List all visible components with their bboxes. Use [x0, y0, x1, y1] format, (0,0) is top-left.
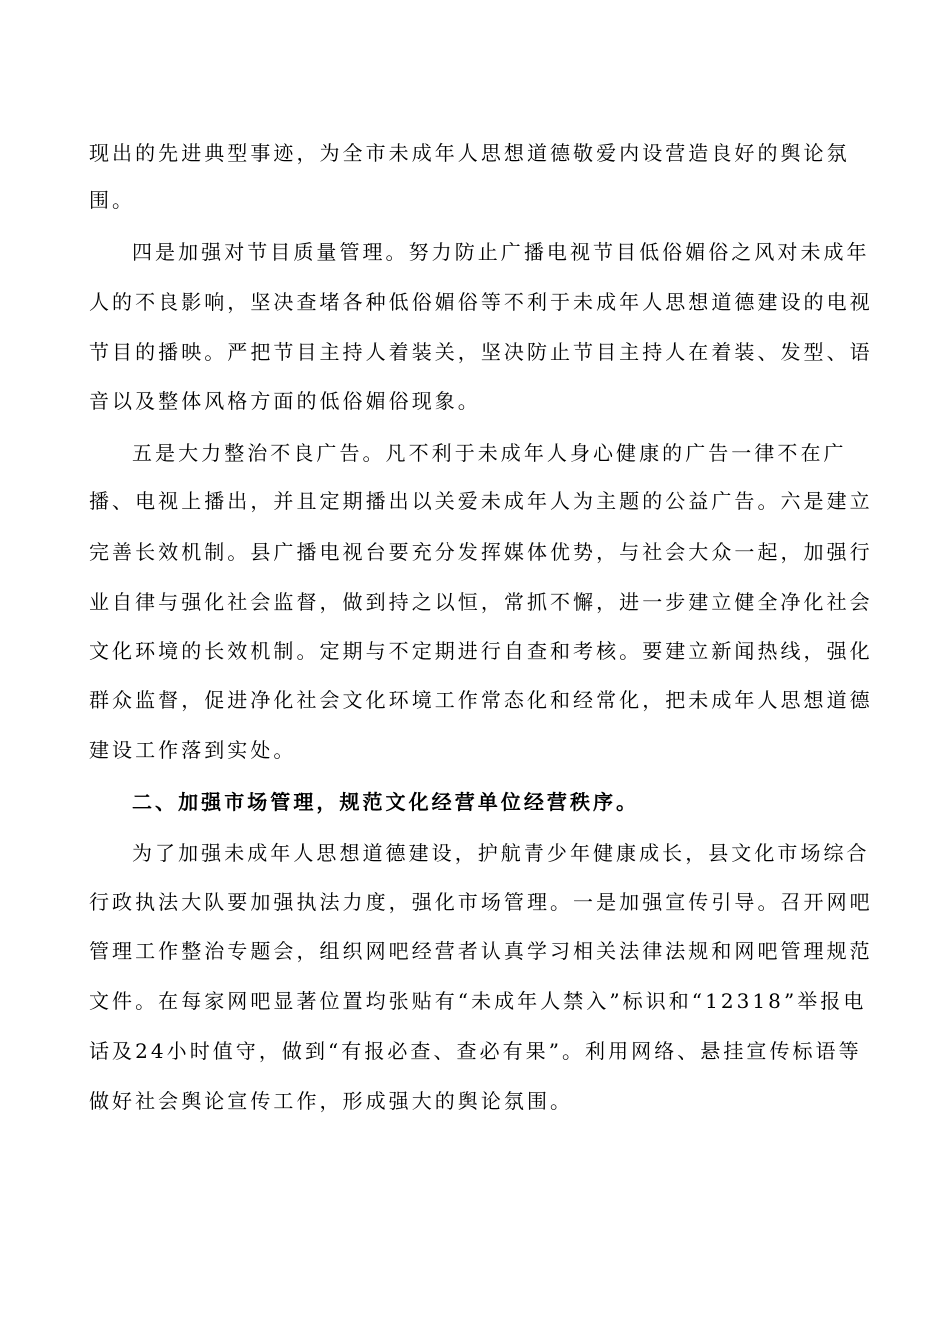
body-line: 文件。在每家网吧显著位置均张贴有“未成年人禁入”标识和“12318”举报电 — [89, 989, 867, 1013]
body-line: 文化环境的长效机制。定期与不定期进行自查和考核。要建立新闻热线，强化 — [89, 639, 873, 663]
body-line: 完善长效机制。县广播电视台要充分发挥媒体优势，与社会大众一起，加强行 — [89, 540, 873, 564]
body-line: 人的不良影响，坚决查堵各种低俗媚俗等不利于未成年人思想道德建设的电视 — [89, 290, 873, 314]
body-line: 现出的先进典型事迹，为全市未成年人思想道德敬爱内设营造良好的舆论氛 — [89, 141, 850, 165]
body-line: 播、电视上播出，并且定期播出以关爱未成年人为主题的公益广告。六是建立 — [89, 489, 873, 513]
paragraph-line: 五是大力整治不良广告。凡不利于未成年人身心健康的广告一律不在广 — [132, 441, 847, 465]
body-line: 音以及整体风格方面的低俗媚俗现象。 — [89, 389, 481, 413]
section-heading: 二、加强市场管理，规范文化经营单位经营秩序。 — [132, 790, 640, 814]
body-line: 围。 — [89, 188, 136, 212]
body-line: 行政执法大队要加强执法力度，强化市场管理。一是加强宣传引导。召开网吧 — [89, 890, 873, 914]
body-line: 建设工作落到实处。 — [89, 738, 297, 762]
body-line: 业自律与强化社会监督，做到持之以恒，常抓不懈，进一步建立健全净化社会 — [89, 590, 873, 614]
body-line: 管理工作整治专题会，组织网吧经营者认真学习相关法律法规和网吧管理规范 — [89, 939, 873, 963]
body-line: 节目的播映。严把节目主持人着装关，坚决防止节目主持人在着装、发型、语 — [89, 340, 873, 364]
body-line: 群众监督，促进净化社会文化环境工作常态化和经常化，把未成年人思想道德 — [89, 688, 873, 712]
body-line: 话及24小时值守，做到“有报必查、查必有果”。利用网络、悬挂宣传标语等 — [89, 1039, 862, 1063]
paragraph-line: 四是加强对节目质量管理。努力防止广播电视节目低俗媚俗之风对未成年 — [132, 240, 870, 264]
body-line: 做好社会舆论宣传工作，形成强大的舆论氛围。 — [89, 1089, 574, 1113]
paragraph-line: 为了加强未成年人思想道德建设，护航青少年健康成长，县文化市场综合 — [132, 841, 870, 865]
